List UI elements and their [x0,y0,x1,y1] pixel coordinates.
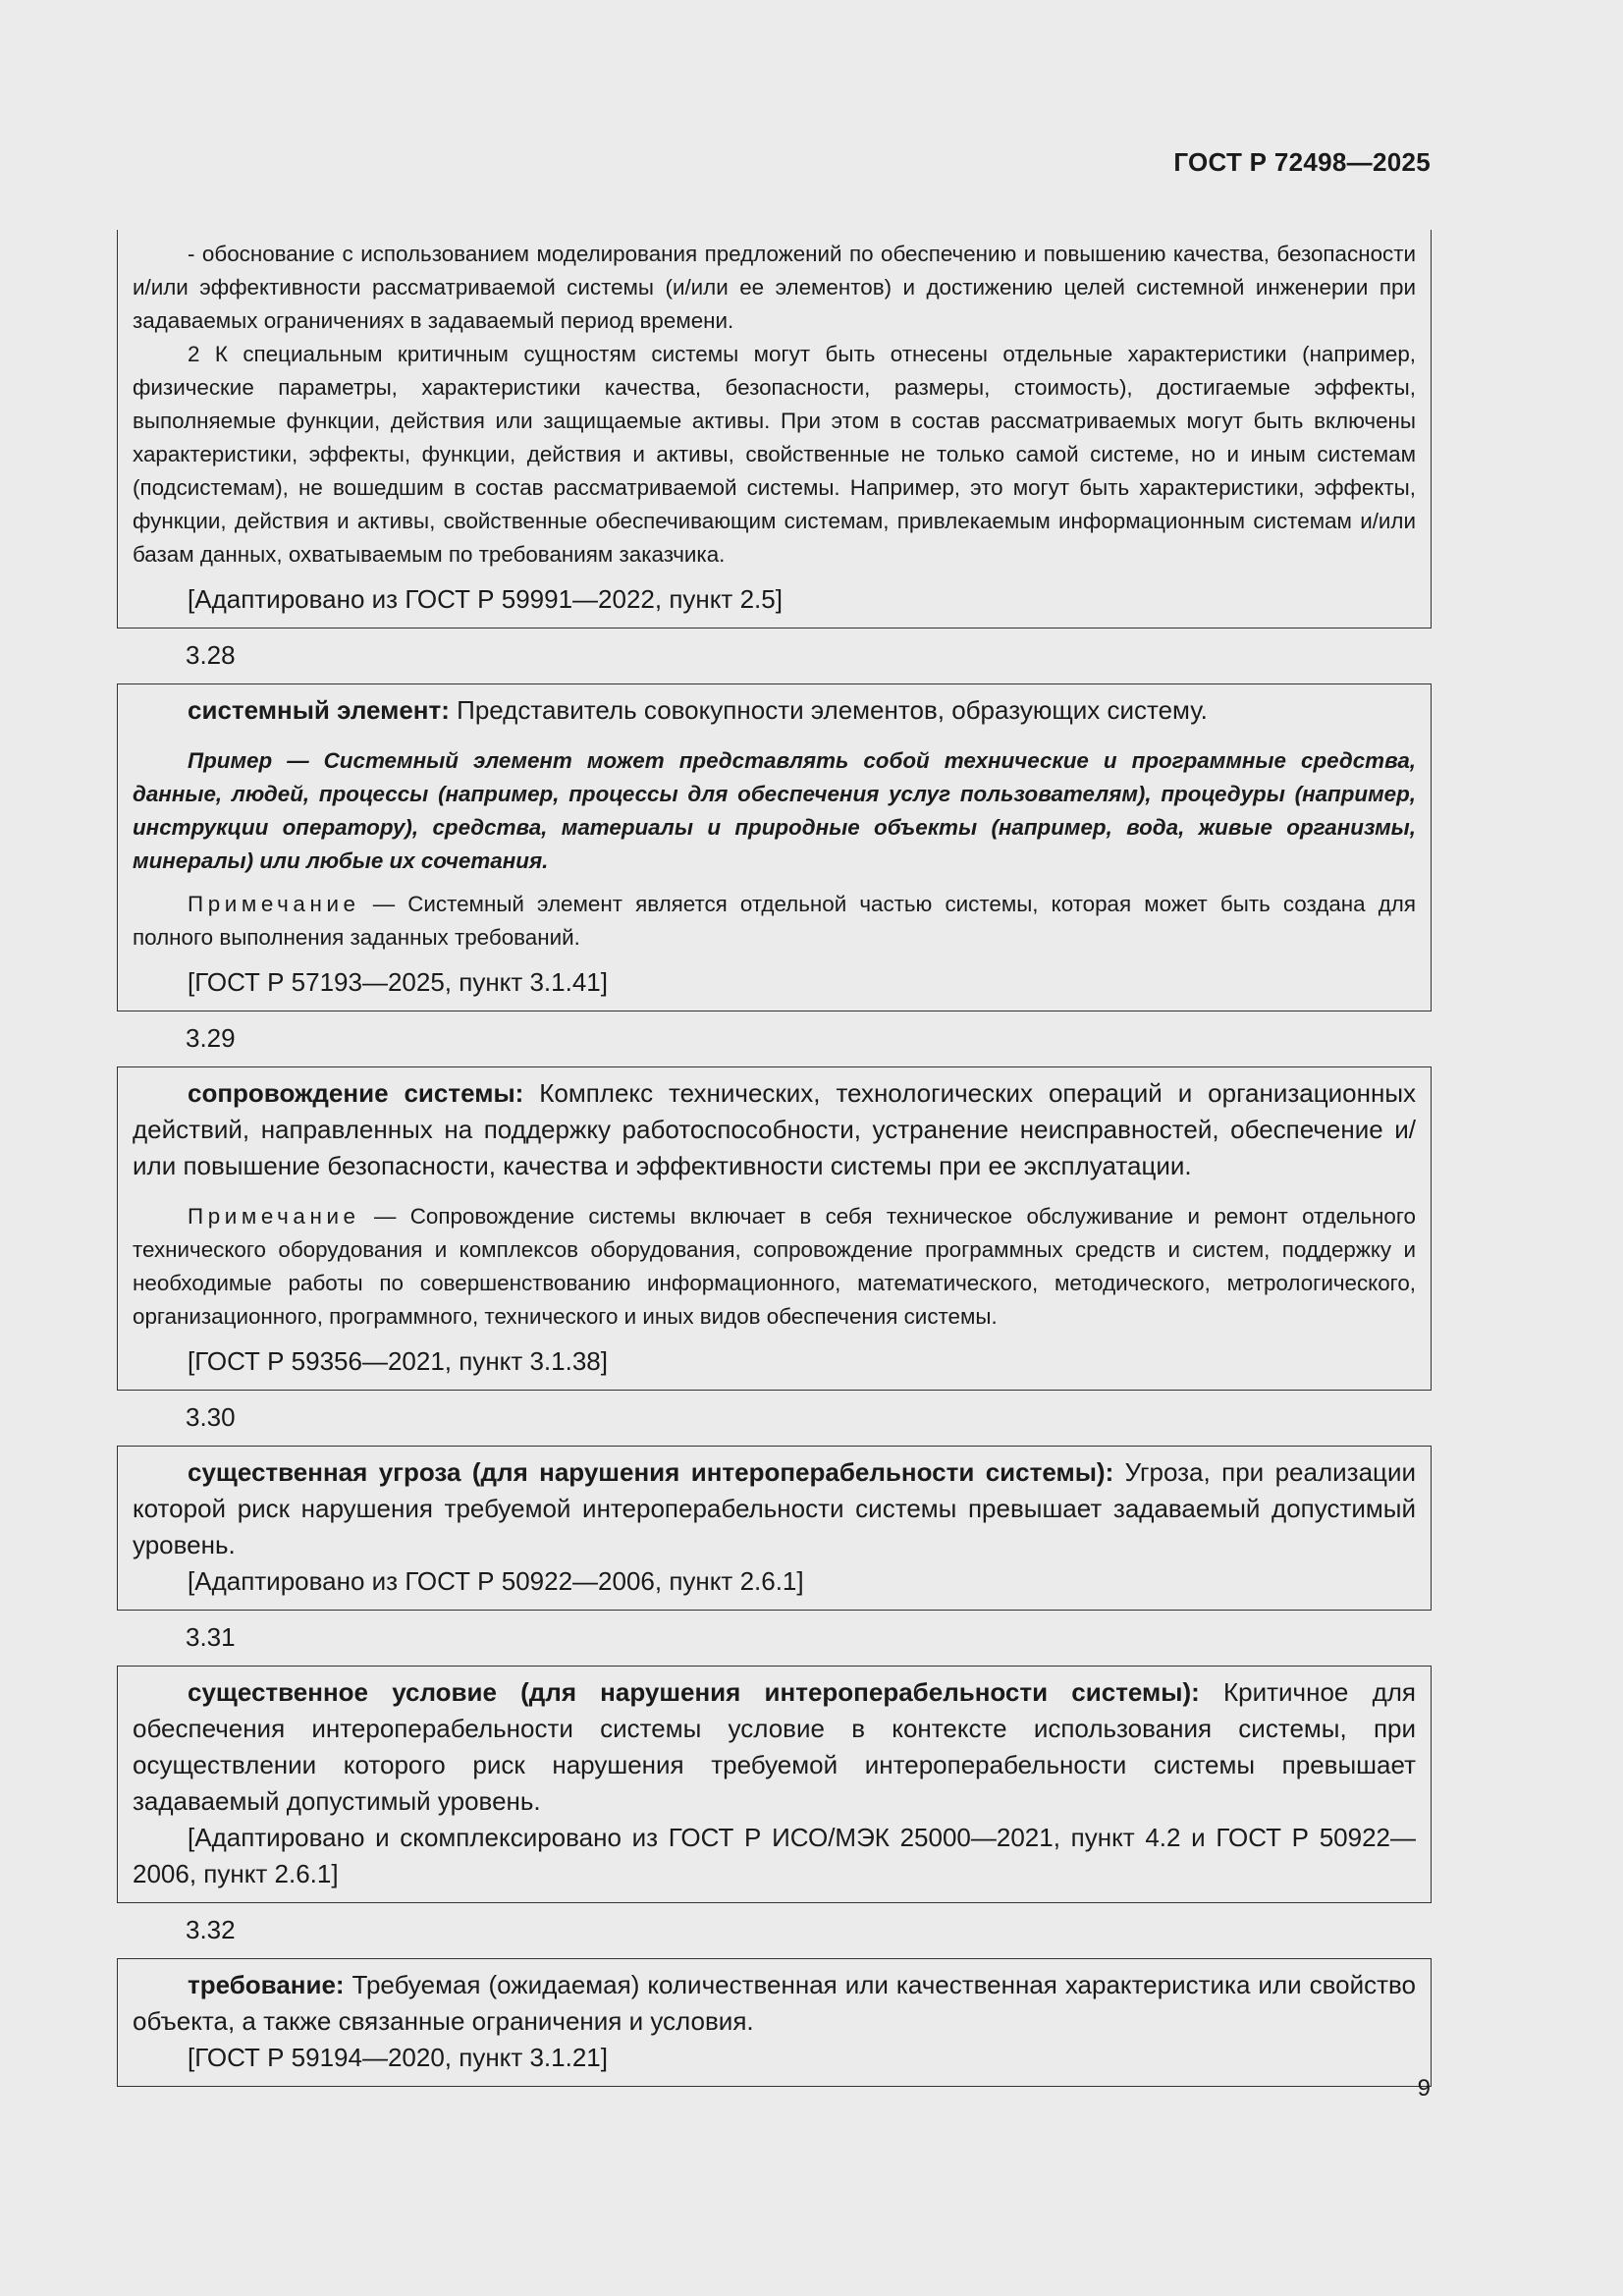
note-text-continued: - обоснование с использованием моделирования предложений по обеспечению и повышению качества, безопасности и/или эффективности рассматриваемой системы (и/или ее элементов) и достижению целей системной инженерии при задаваемых ограничениях в задаваемый период времени. [133,242,1416,333]
term-box-3-30 [117,1446,1432,1611]
source-reference: [ГОСТ Р 57193—2025, пункт 3.1.41] [188,967,608,997]
definition-text: Угроза, при реализации которой риск нарушения требуемой интероперабельности системы превышает задаваемый допустимый уровень. [133,1457,1416,1559]
term-box-3-32 [117,1958,1432,2087]
term-definition [133,692,1416,729]
term-number: 3.28 [186,640,236,670]
definition-text: Представитель совокупности элементов, образующих систему. [449,695,1208,725]
term-box-3-31 [117,1666,1432,1903]
note-label: Примечание [188,892,360,916]
term-name: существенная угроза (для нарушения интероперабельности системы): [188,1457,1114,1487]
term-number: 3.31 [186,1622,236,1652]
terms-content [117,230,1432,2087]
source-reference: [ГОСТ Р 59194—2020, пункт 3.1.21] [188,2043,608,2072]
note-label: Примечание [188,1204,360,1229]
definition-text: Комплекс технических, технологических операций и организационных действий, направленных на поддержку работоспособности, устранение неисправностей, обеспечение и/или повышение безопасности, качества и эффективности системы при ее эксплуатации. [133,1078,1417,1180]
page-number: 9 [1417,2075,1431,2102]
note-2-text: 2 К специальным критичным сущностям системы могут быть отнесены отдельные характеристики (например, физические параметры, характеристики качества, безопасности, размеры, стоимость), достигаемые эффекты, выполняемые функции, действия или защищаемые активы. При этом в состав рассматриваемых могут быть включены характеристики, эффекты, функции, действия и активы, свойственные не только самой системе, но и иным системам (подсистемам), не вошедшим в состав рассматриваемой системы. Например, это могут быть характеристики, эффекты, функции, действия и активы, свойственные обеспечивающим системам, привлекаемым информационным системам и/или базам данных, охватываемым по требованиям заказчика. [133,342,1416,567]
term-definition [133,1674,1416,1820]
term-name: системный элемент: [188,695,450,725]
source-reference: [Адаптировано из ГОСТ Р 59991—2022, пункт 2.5] [188,584,783,614]
term-number: 3.30 [186,1402,236,1432]
term-definition [133,1075,1416,1184]
definition-text: Критичное для обеспечения интероперабельности системы условие в контексте использования системы, при осуществлении которого риск нарушения требуемой интероперабельности системы превышает задаваемый допустимый уровень. [133,1677,1416,1816]
term-number: 3.32 [186,1915,236,1944]
note [133,1200,1416,1334]
source-reference: [ГОСТ Р 59356—2021, пункт 3.1.38] [188,1346,608,1376]
term-box-3-29 [117,1066,1432,1391]
term-definition [133,1967,1416,2040]
term-definition [133,1454,1416,1563]
note-text: — Сопровождение системы включает в себя техническое обслуживание и ремонт отдельного технического оборудования и комплексов оборудования, сопровождение программных средств и систем, поддержку и необходимые работы по совершенствованию информационного, математического, методического, метрологического, организационного, программного, технического и иных видов обеспечения системы. [133,1204,1416,1329]
term-name: существенное условие (для нарушения интероперабельности системы): [188,1677,1200,1707]
definition-text: Требуемая (ожидаемая) количественная или качественная характеристика или свойство объекта, а также связанные ограничения и условия. [133,1970,1416,2036]
term-name: сопровождение системы: [188,1078,524,1108]
example-text: Пример — Системный элемент может представлять собой технические и программные средства, данные, людей, процессы (например, процессы для обеспечения услуг пользователям), процедуры (например, инструкции оператору), средства, материалы и природные объекты (например, вода, живые организмы, минералы) или любые их сочетания. [133,748,1416,873]
source-reference: [Адаптировано из ГОСТ Р 50922—2006, пункт 2.6.1] [188,1566,804,1596]
note-text: — Системный элемент является отдельной частью системы, которая может быть создана для полного выполнения заданных требований. [133,892,1416,950]
note [133,888,1416,955]
term-name: требование: [188,1970,345,1999]
term-box-3-28 [117,683,1432,1011]
document-code-header: ГОСТ Р 72498—2025 [1173,147,1431,177]
term-number: 3.29 [186,1023,236,1053]
source-reference: [Адаптировано и скомплексировано из ГОСТ Р ИСО/МЭК 25000—2021, пункт 4.2 и ГОСТ Р 50922—2006, пункт 2.6.1] [133,1823,1416,1888]
term-box-3-27-continued [117,230,1432,629]
